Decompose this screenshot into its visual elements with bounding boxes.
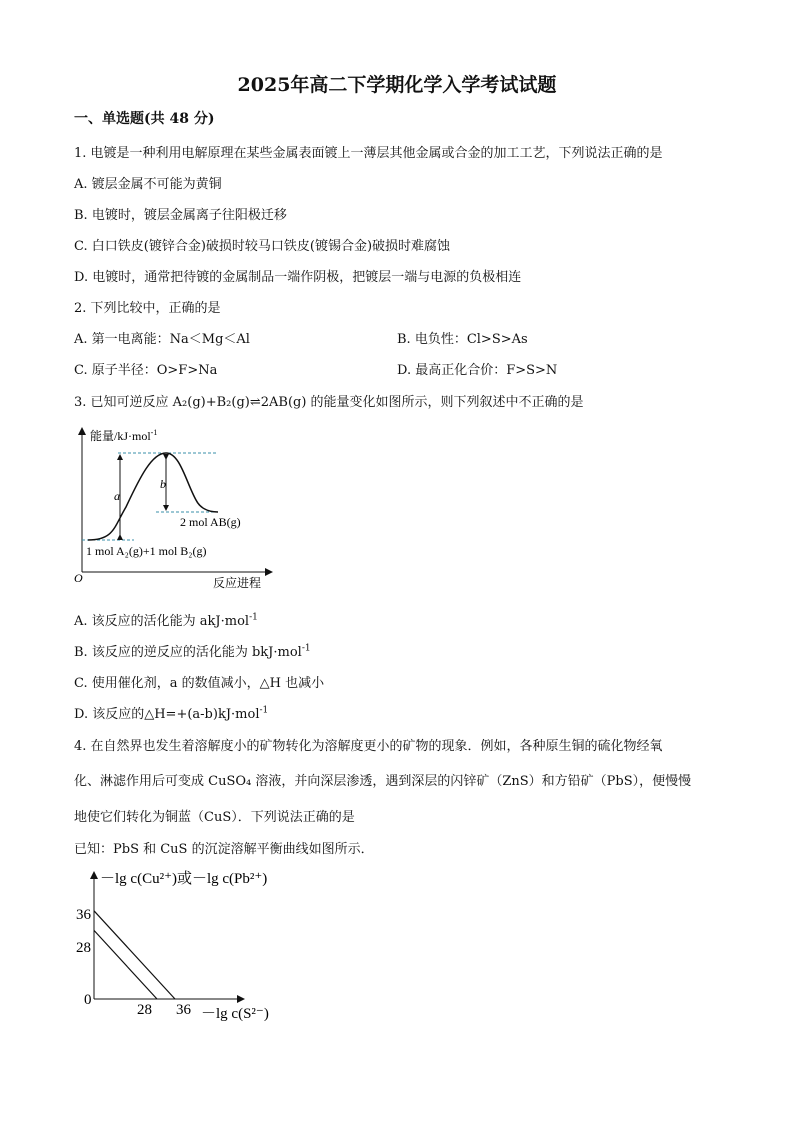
ksp-x-tick-36: 36 [176, 1002, 191, 1018]
q3-stem: 3. 已知可逆反应 A₂(g)+B₂(g)⇌2AB(g) 的能量变化如图所示，则下列叙述中不正确的是 [74, 395, 584, 410]
q2-option-b: B. 电负性：Cl>S>As [397, 332, 528, 347]
ksp-x-axis-label: －lg c(S²⁻) [201, 1006, 269, 1022]
q4-given: 已知：PbS 和 CuS 的沉淀溶解平衡曲线如图所示． [74, 842, 374, 857]
q3-option-a: A. 该反应的活化能为 akJ·mol$^{-1}$ [74, 612, 258, 629]
ksp-y-tick-36: 36 [76, 907, 91, 923]
label-a: a [114, 489, 120, 503]
ksp-y-axis-label: －lg c(Cu²⁺)或－lg c(Pb²⁺) [100, 871, 268, 887]
q4-stem-line2: 化、淋滤作用后可变成 CuSO₄ 溶液，并向深层渗透，遇到深层的闪锌矿（ZnS）和方铅矿（PbS），便慢慢 [74, 774, 692, 789]
q3-option-b: B. 该反应的逆反应的活化能为 bkJ·mol$^{-1}$ [74, 643, 311, 660]
ksp-y-tick-28: 28 [76, 940, 91, 956]
q4-stem-line1: 4. 在自然界也发生着溶解度小的矿物转化为溶解度更小的矿物的现象．例如，各种原生铜的硫化物经氧 [74, 739, 663, 754]
product-label: 2 mol AB(g) [180, 515, 241, 529]
y-axis-label: 能量/kJ·mol$^{-1}$ [90, 428, 158, 443]
energy-diagram [72, 422, 292, 594]
ksp-line-0 [94, 911, 175, 999]
ksp-line-1 [94, 930, 157, 999]
q3-option-c: C. 使用催化剂，a 的数值减小，△H 也减小 [74, 676, 325, 691]
x-axis-label: 反应进程 [213, 576, 262, 590]
q2-option-d: D. 最高正化合价：F>S>N [397, 363, 558, 378]
reactant-label: 1 mol A₂(g)+1 mol B₂(g) [86, 544, 207, 558]
ksp-chart [72, 866, 302, 1026]
q4-stem-line3: 地使它们转化为铜蓝（CuS）．下列说法正确的是 [74, 810, 355, 825]
page-title: 2025年高二下学期化学入学考试试题 [237, 74, 557, 96]
ksp-series-group [94, 911, 175, 999]
section-heading: 一、单选题(共 48 分) [74, 111, 215, 127]
label-b: b [160, 477, 166, 491]
ksp-y-tick-0: 0 [84, 992, 92, 1008]
q3-option-d: D. 该反应的△H=+(a-b)kJ·mol$^{-1}$ [74, 705, 269, 722]
q1-option-a: A. 镀层金属不可能为黄铜 [74, 177, 222, 192]
ksp-x-tick-28: 28 [137, 1002, 152, 1018]
q1-stem: 1. 电镀是一种利用电解原理在某些金属表面镀上一薄层其他金属或合金的加工工艺，下列说法正确的是 [74, 146, 663, 161]
q2-stem: 2. 下列比较中，正确的是 [74, 301, 221, 316]
q1-option-c: C. 白口铁皮(镀锌合金)破损时较马口铁皮(镀锡合金)破损时难腐蚀 [74, 239, 451, 254]
q1-option-b: B. 电镀时，镀层金属离子往阳极迁移 [74, 208, 287, 223]
q1-option-d: D. 电镀时，通常把待镀的金属制品一端作阴极，把镀层一端与电源的负极相连 [74, 270, 522, 285]
origin-label: O [74, 571, 83, 585]
q2-option-a: A. 第一电离能：Na＜Mg＜Al [74, 332, 250, 347]
q2-option-c: C. 原子半径：O>F>Na [74, 363, 218, 378]
